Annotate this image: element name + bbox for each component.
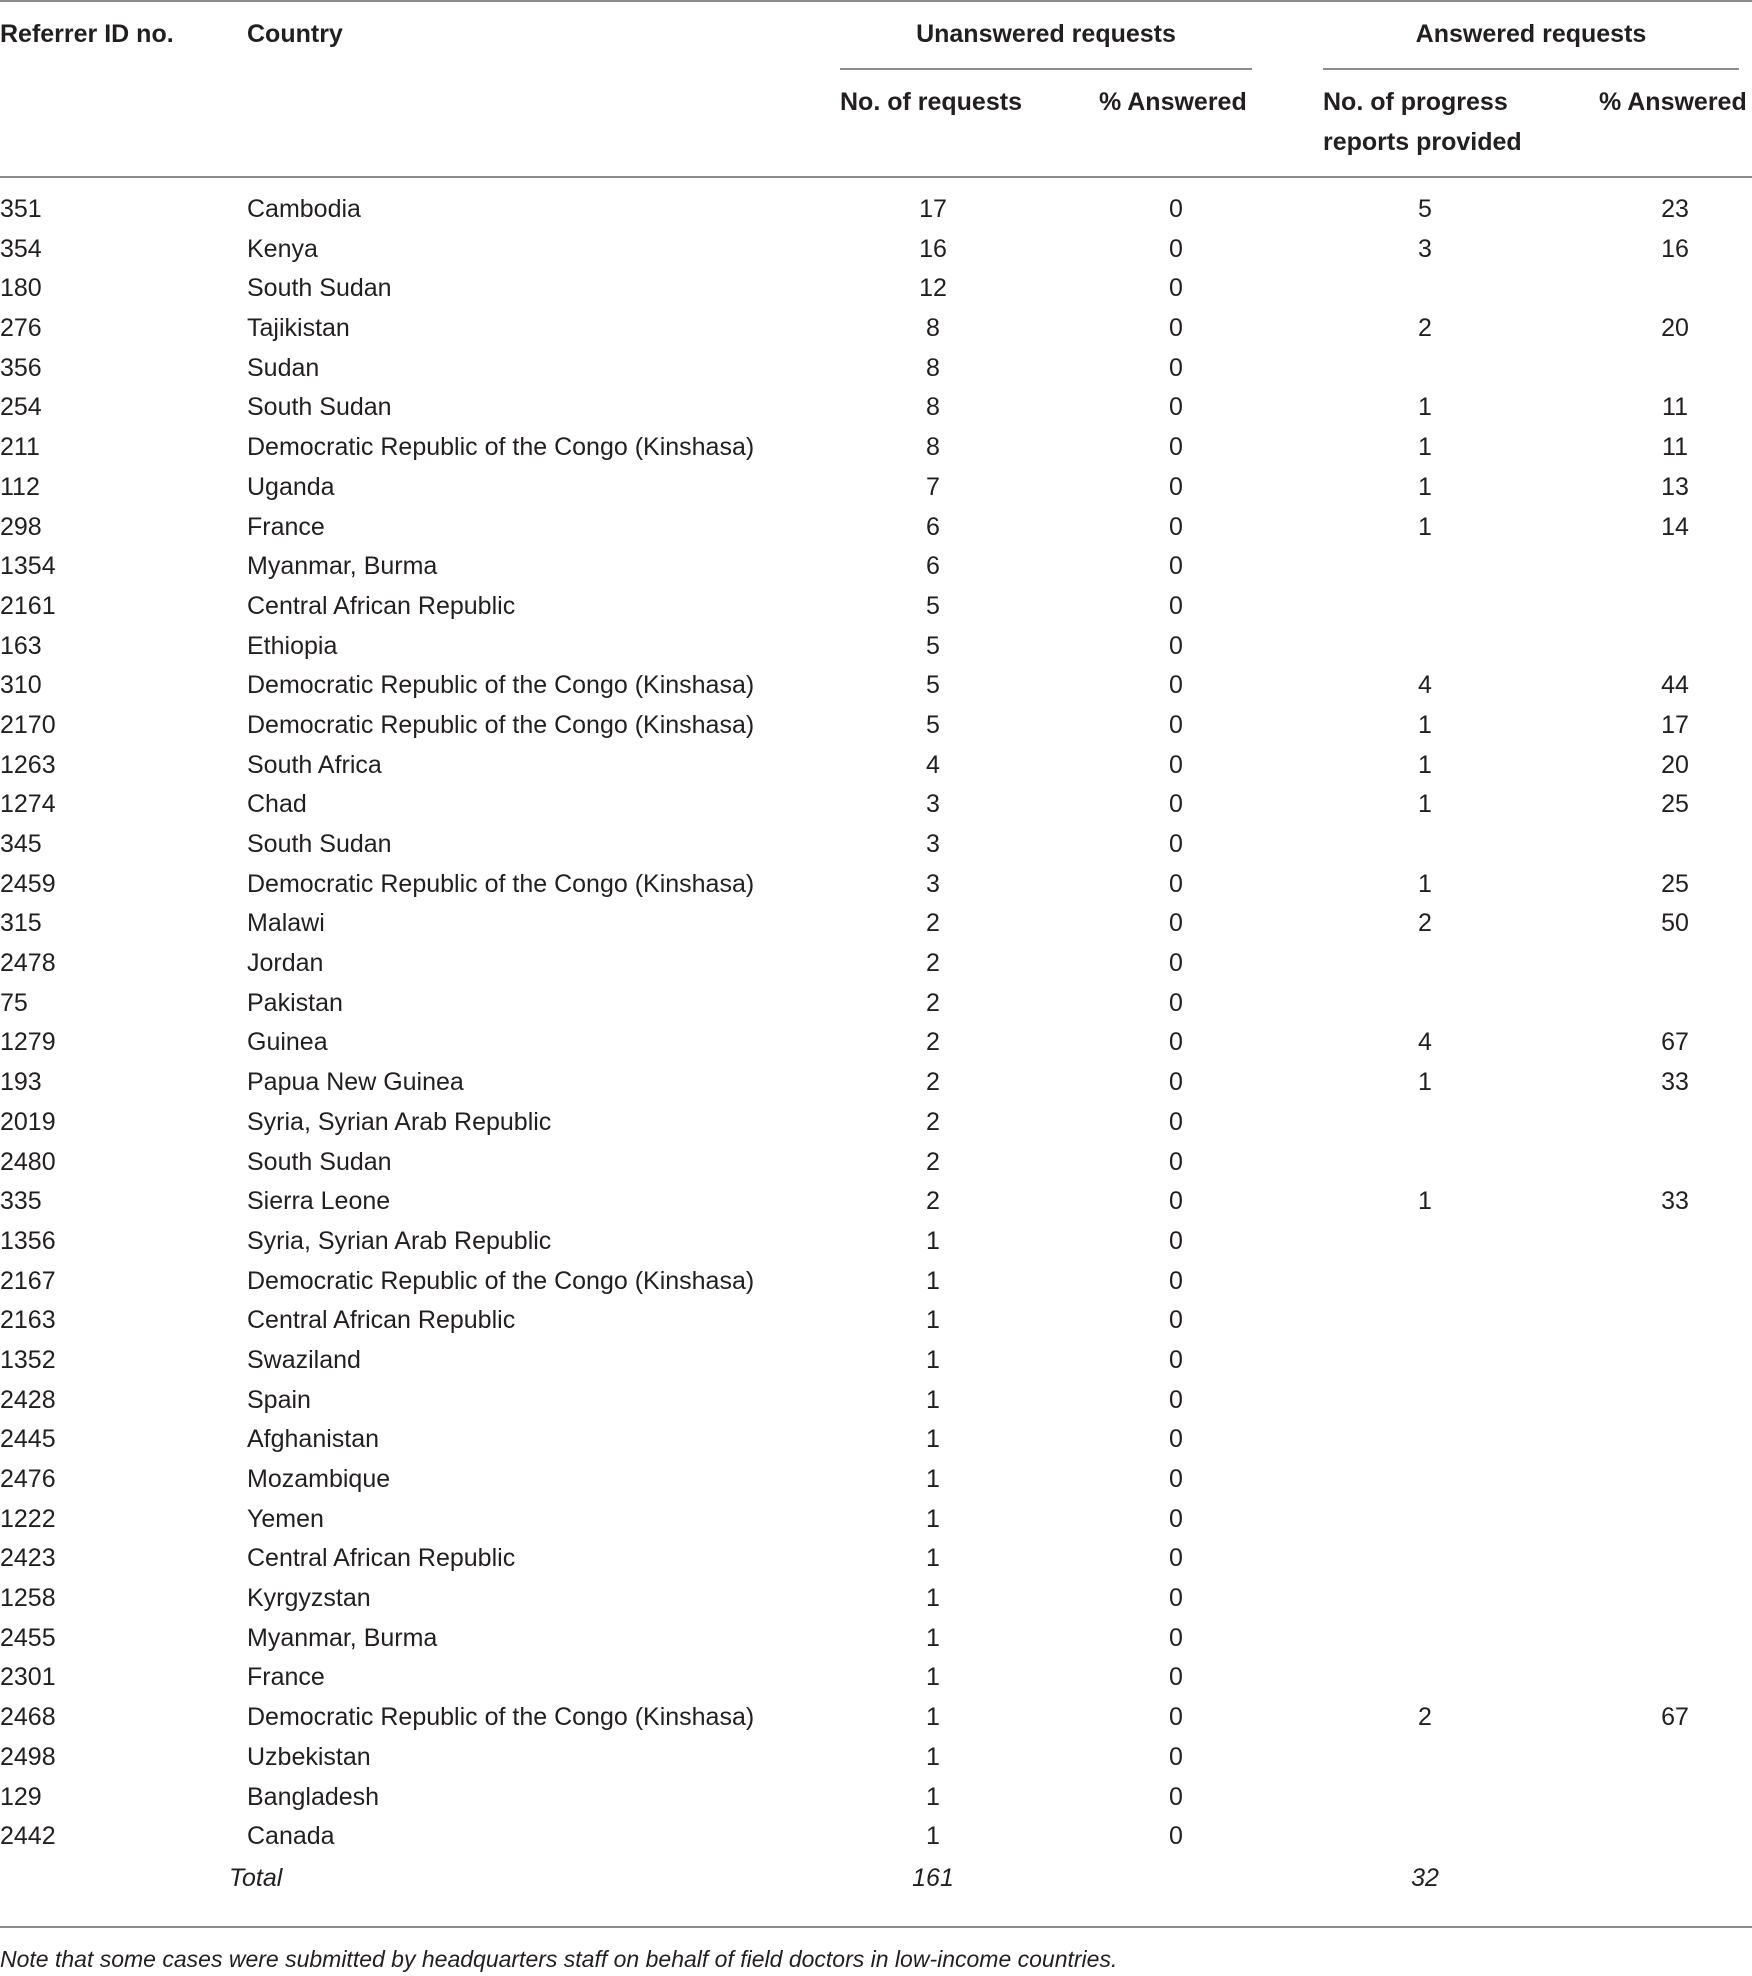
unanswered-pct-cell: 0 [1169,988,1183,1017]
answered-pct-cell: 20 [1661,314,1689,343]
unanswered-pct-cell: 0 [1169,1266,1183,1295]
unanswered-requests-cell: 1 [926,1822,940,1851]
header-answered-pct: % Answered [1599,88,1747,116]
table-row [0,1103,1752,1143]
referrer-id-cell: 2170 [0,710,56,739]
country-cell: Central African Republic [247,1544,516,1573]
table-row [0,1500,1752,1540]
unanswered-requests-cell: 2 [926,949,940,978]
unanswered-requests-cell: 3 [926,790,940,819]
referrer-id-cell: 1354 [0,552,56,581]
unanswered-requests-cell: 1 [926,1703,940,1732]
table-row [0,1539,1752,1579]
unanswered-pct-cell: 0 [1169,1187,1183,1216]
header-answered-group: Answered requests [1415,20,1647,48]
unanswered-requests-cell: 1 [926,1345,940,1374]
unanswered-pct-cell: 0 [1169,869,1183,898]
header-unanswered-pct: % Answered [1099,88,1247,116]
unanswered-requests-cell: 12 [919,274,947,303]
referrer-id-cell: 112 [0,472,40,501]
header-unanswered-no-requests: No. of requests [840,88,1022,116]
referrer-id-cell: 193 [0,1068,42,1097]
table-row [0,309,1752,349]
total-requests-cell: 161 [912,1863,954,1892]
country-cell: Sudan [247,353,320,382]
referrer-id-cell: 1263 [0,750,56,779]
unanswered-pct-cell: 0 [1169,1742,1183,1771]
country-cell: Uganda [247,472,335,501]
referrer-id-cell: 180 [0,274,42,303]
unanswered-requests-cell: 1 [926,1385,940,1414]
unanswered-requests-cell: 1 [926,1465,940,1493]
country-cell: Central African Republic [247,591,516,620]
table-row [0,785,1752,825]
table-row [0,468,1752,508]
unanswered-pct-cell: 0 [1169,1544,1183,1573]
table-row [0,1619,1752,1659]
unanswered-requests-cell: 1 [926,1663,940,1692]
progress-reports-cell: 1 [1418,472,1432,501]
table-row [0,1262,1752,1302]
country-cell: South Sudan [247,830,392,858]
answered-pct-cell: 25 [1661,790,1689,819]
table-row [0,587,1752,627]
unanswered-pct-cell: 0 [1169,710,1183,739]
unanswered-requests-cell: 1 [926,1742,940,1771]
unanswered-requests-cell: 8 [926,433,940,462]
unanswered-requests-cell: 2 [926,988,940,1017]
referrer-id-cell: 1258 [0,1584,56,1613]
table-row [0,746,1752,786]
unanswered-requests-cell: 4 [926,750,940,779]
referrer-id-cell: 276 [0,314,42,343]
answered-pct-cell: 23 [1661,195,1689,223]
unanswered-requests-cell: 2 [926,1068,940,1097]
unanswered-pct-cell: 0 [1169,631,1183,660]
referrer-id-cell: 310 [0,671,42,700]
country-cell: Canada [247,1822,335,1851]
unanswered-pct-cell: 0 [1169,393,1183,422]
table-row [0,1658,1752,1698]
answered-pct-cell: 67 [1661,1028,1689,1057]
table-row [0,666,1752,706]
unanswered-pct-cell: 0 [1169,1306,1183,1335]
referrer-id-cell: 2478 [0,949,56,978]
referrer-id-cell: 2163 [0,1306,56,1335]
answered-pct-cell: 17 [1661,710,1689,739]
table-note: Note that some cases were submitted by headquarters staff on behalf of field doctors in low-income countries. [0,1946,1118,1972]
referrer-id-cell: 2161 [0,591,56,620]
unanswered-pct-cell: 0 [1169,1663,1183,1692]
table-row [0,1182,1752,1222]
unanswered-pct-cell: 0 [1169,1782,1183,1811]
referrer-id-cell: 163 [0,631,42,660]
progress-reports-cell: 2 [1418,909,1432,938]
progress-reports-cell: 2 [1418,1703,1432,1732]
country-cell: France [247,512,325,541]
country-cell: South Sudan [247,1147,392,1176]
unanswered-group-rule [840,68,1252,70]
unanswered-requests-cell: 1 [926,1544,940,1573]
table-row [0,627,1752,667]
unanswered-pct-cell: 0 [1169,909,1183,938]
referrer-id-cell: 2480 [0,1147,56,1176]
referrer-id-cell: 2445 [0,1425,56,1454]
country-cell: Pakistan [247,988,343,1017]
unanswered-requests-cell: 16 [919,234,947,263]
referrer-id-cell: 2455 [0,1623,56,1652]
table-row [0,1143,1752,1183]
table-row [0,428,1752,468]
unanswered-requests-cell: 1 [926,1782,940,1811]
total-label: Total [229,1863,283,1892]
unanswered-requests-cell: 1 [926,1504,940,1533]
country-cell: Democratic Republic of the Congo (Kinshasa) [247,1703,755,1732]
progress-reports-cell: 4 [1418,1028,1432,1057]
referrer-id-cell: 356 [0,353,42,382]
table-row [0,547,1752,587]
referrer-id-cell: 1274 [0,790,56,819]
referrer-id-cell: 2167 [0,1266,56,1295]
unanswered-requests-cell: 3 [926,830,940,858]
unanswered-requests-cell: 6 [926,552,940,581]
table-row [0,1222,1752,1262]
unanswered-pct-cell: 0 [1169,750,1183,779]
unanswered-pct-cell: 0 [1169,353,1183,382]
progress-reports-cell: 1 [1418,512,1432,541]
unanswered-pct-cell: 0 [1169,1147,1183,1176]
referrer-id-cell: 2428 [0,1385,56,1414]
country-cell: Kenya [247,234,318,263]
unanswered-pct-cell: 0 [1169,1822,1183,1851]
unanswered-pct-cell: 0 [1169,472,1183,501]
unanswered-requests-cell: 1 [926,1425,940,1454]
table-row [0,1381,1752,1421]
unanswered-requests-cell: 2 [926,909,940,938]
country-cell: Bangladesh [247,1782,380,1811]
answered-pct-cell: 67 [1661,1703,1689,1732]
unanswered-requests-cell: 5 [926,671,940,700]
table-row [0,984,1752,1024]
progress-reports-cell: 3 [1418,234,1432,263]
unanswered-requests-cell: 5 [926,710,940,739]
country-cell: Swaziland [247,1345,361,1374]
answered-pct-cell: 14 [1661,512,1689,541]
total-reports-cell: 32 [1411,1863,1439,1892]
answered-pct-cell: 33 [1661,1187,1689,1216]
referrer-id-cell: 2019 [0,1107,56,1136]
unanswered-requests-cell: 2 [926,1107,940,1136]
unanswered-requests-cell: 2 [926,1187,940,1216]
unanswered-pct-cell: 0 [1169,1504,1183,1533]
referrer-id-cell: 75 [0,988,28,1017]
unanswered-pct-cell: 0 [1169,790,1183,819]
country-cell: Yemen [247,1504,324,1533]
country-cell: South Sudan [247,274,392,303]
unanswered-pct-cell: 0 [1169,1028,1183,1057]
country-cell: Democratic Republic of the Congo (Kinshasa) [247,710,755,739]
referrer-id-cell: 1222 [0,1504,56,1533]
table-row [0,1420,1752,1460]
progress-reports-cell: 1 [1418,790,1432,819]
country-cell: Democratic Republic of the Congo (Kinshasa) [247,869,755,898]
table-row [0,1698,1752,1738]
country-cell: Kyrgyzstan [247,1584,371,1613]
table-row [0,388,1752,428]
progress-reports-cell: 1 [1418,750,1432,779]
unanswered-requests-cell: 8 [926,353,940,382]
table-row [0,865,1752,905]
referrer-id-cell: 351 [0,195,42,223]
unanswered-requests-cell: 5 [926,591,940,620]
table-body [0,190,1752,1899]
unanswered-requests-cell: 2 [926,1147,940,1176]
referrer-id-cell: 2476 [0,1465,56,1493]
answered-pct-cell: 20 [1661,750,1689,779]
unanswered-requests-cell: 17 [919,195,947,223]
referrer-id-cell: 2459 [0,869,56,898]
table-row [0,706,1752,746]
unanswered-pct-cell: 0 [1169,1584,1183,1613]
table-row [0,1023,1752,1063]
table-row [0,1063,1752,1103]
header-bottom-rule [0,176,1752,178]
country-cell: Papua New Guinea [247,1068,464,1097]
unanswered-pct-cell: 0 [1169,1465,1183,1493]
referrer-id-cell: 2301 [0,1663,56,1692]
unanswered-pct-cell: 0 [1169,949,1183,978]
country-cell: Myanmar, Burma [247,552,438,581]
referrer-id-cell: 1356 [0,1226,56,1255]
country-cell: South Sudan [247,393,392,422]
referrer-id-cell: 1279 [0,1028,56,1057]
unanswered-pct-cell: 0 [1169,1703,1183,1732]
table-row [0,508,1752,548]
total-row [0,1859,1752,1899]
progress-reports-cell: 1 [1418,1187,1432,1216]
referrer-id-cell: 354 [0,234,42,263]
table-row [0,1301,1752,1341]
answered-pct-cell: 44 [1661,671,1689,700]
referrer-id-cell: 315 [0,909,42,938]
progress-reports-cell: 1 [1418,710,1432,739]
country-cell: Central African Republic [247,1306,516,1335]
table-row [0,269,1752,309]
country-cell: Myanmar, Burma [247,1623,438,1652]
referrer-id-cell: 2423 [0,1544,56,1573]
unanswered-pct-cell: 0 [1169,234,1183,263]
referrer-id-cell: 2498 [0,1742,56,1771]
country-cell: Afghanistan [247,1425,380,1454]
table-row [0,1778,1752,1818]
answered-pct-cell: 16 [1661,234,1689,263]
unanswered-requests-cell: 1 [926,1266,940,1295]
answered-pct-cell: 11 [1662,393,1688,422]
progress-reports-cell: 2 [1418,314,1432,343]
country-cell: Spain [247,1385,311,1414]
unanswered-requests-cell: 6 [926,512,940,541]
table-row [0,904,1752,944]
header-answered-reports: No. of progress reports provided [1323,88,1522,156]
country-cell: South Africa [247,750,382,779]
answered-group-rule [1323,68,1739,70]
unanswered-requests-cell: 8 [926,314,940,343]
country-cell: Syria, Syrian Arab Republic [247,1226,552,1255]
unanswered-requests-cell: 1 [926,1623,940,1652]
unanswered-pct-cell: 0 [1169,512,1183,541]
unanswered-pct-cell: 0 [1169,195,1183,223]
table-bottom-rule [0,1926,1752,1928]
country-cell: Jordan [247,949,324,978]
country-cell: Tajikistan [247,314,350,343]
progress-reports-cell: 4 [1418,671,1432,700]
unanswered-pct-cell: 0 [1169,1425,1183,1454]
unanswered-pct-cell: 0 [1169,830,1183,858]
unanswered-pct-cell: 0 [1169,591,1183,620]
unanswered-requests-cell: 5 [926,631,940,660]
country-cell: Democratic Republic of the Congo (Kinshasa) [247,671,755,700]
progress-reports-cell: 5 [1418,195,1432,223]
unanswered-requests-cell: 7 [926,472,940,501]
referrer-id-cell: 335 [0,1187,42,1216]
header-referrer-id: Referrer ID no. [0,20,174,48]
country-cell: Guinea [247,1028,328,1057]
referrer-id-cell: 2442 [0,1822,56,1851]
unanswered-pct-cell: 0 [1169,1226,1183,1255]
country-cell: Cambodia [247,195,361,223]
table-row [0,349,1752,389]
unanswered-requests-cell: 1 [926,1584,940,1613]
unanswered-requests-cell: 8 [926,393,940,422]
country-cell: Sierra Leone [247,1187,391,1216]
country-cell: Democratic Republic of the Congo (Kinshasa) [247,1266,755,1295]
table-row [0,1738,1752,1778]
unanswered-pct-cell: 0 [1169,552,1183,581]
referrer-id-cell: 2468 [0,1703,56,1732]
unanswered-requests-cell: 1 [926,1226,940,1255]
table-row [0,1579,1752,1619]
country-cell: Malawi [247,909,325,938]
country-cell: Democratic Republic of the Congo (Kinshasa) [247,433,755,462]
unanswered-pct-cell: 0 [1169,433,1183,462]
country-cell: Chad [247,790,307,819]
unanswered-pct-cell: 0 [1169,1068,1183,1097]
unanswered-pct-cell: 0 [1169,671,1183,700]
referrer-id-cell: 1352 [0,1345,56,1374]
table-row [0,825,1752,865]
referrer-id-cell: 254 [0,393,42,422]
answered-pct-cell: 25 [1661,869,1689,898]
referrer-id-cell: 298 [0,512,42,541]
referrer-id-cell: 211 [0,433,40,462]
referrer-id-cell: 129 [0,1782,42,1811]
table-row [0,944,1752,984]
unanswered-pct-cell: 0 [1169,1345,1183,1374]
unanswered-pct-cell: 0 [1169,1623,1183,1652]
table-row [0,190,1752,230]
country-cell: France [247,1663,325,1692]
unanswered-pct-cell: 0 [1169,314,1183,343]
progress-reports-cell: 1 [1418,433,1432,462]
answered-pct-cell: 13 [1661,472,1689,501]
unanswered-pct-cell: 0 [1169,1107,1183,1136]
country-cell: Mozambique [247,1465,391,1493]
answered-pct-cell: 33 [1661,1068,1689,1097]
progress-reports-cell: 1 [1418,1068,1432,1097]
answered-pct-cell: 11 [1662,433,1688,462]
unanswered-pct-cell: 0 [1169,274,1183,303]
unanswered-requests-cell: 2 [926,1028,940,1057]
unanswered-pct-cell: 0 [1169,1385,1183,1414]
country-cell: Syria, Syrian Arab Republic [247,1107,552,1136]
table-row [0,1460,1752,1500]
unanswered-requests-cell: 1 [926,1306,940,1335]
table-row [0,230,1752,270]
progress-reports-cell: 1 [1418,869,1432,898]
unanswered-requests-cell: 3 [926,869,940,898]
country-cell: Uzbekistan [247,1742,371,1771]
progress-reports-cell: 1 [1418,393,1432,422]
header-unanswered-group: Unanswered requests [916,20,1176,48]
referrer-id-cell: 345 [0,830,42,858]
header-country: Country [247,20,343,48]
table-top-rule [0,0,1752,2]
table-row [0,1817,1752,1857]
country-cell: Ethiopia [247,631,338,660]
table-row [0,1341,1752,1381]
answered-pct-cell: 50 [1661,909,1689,938]
